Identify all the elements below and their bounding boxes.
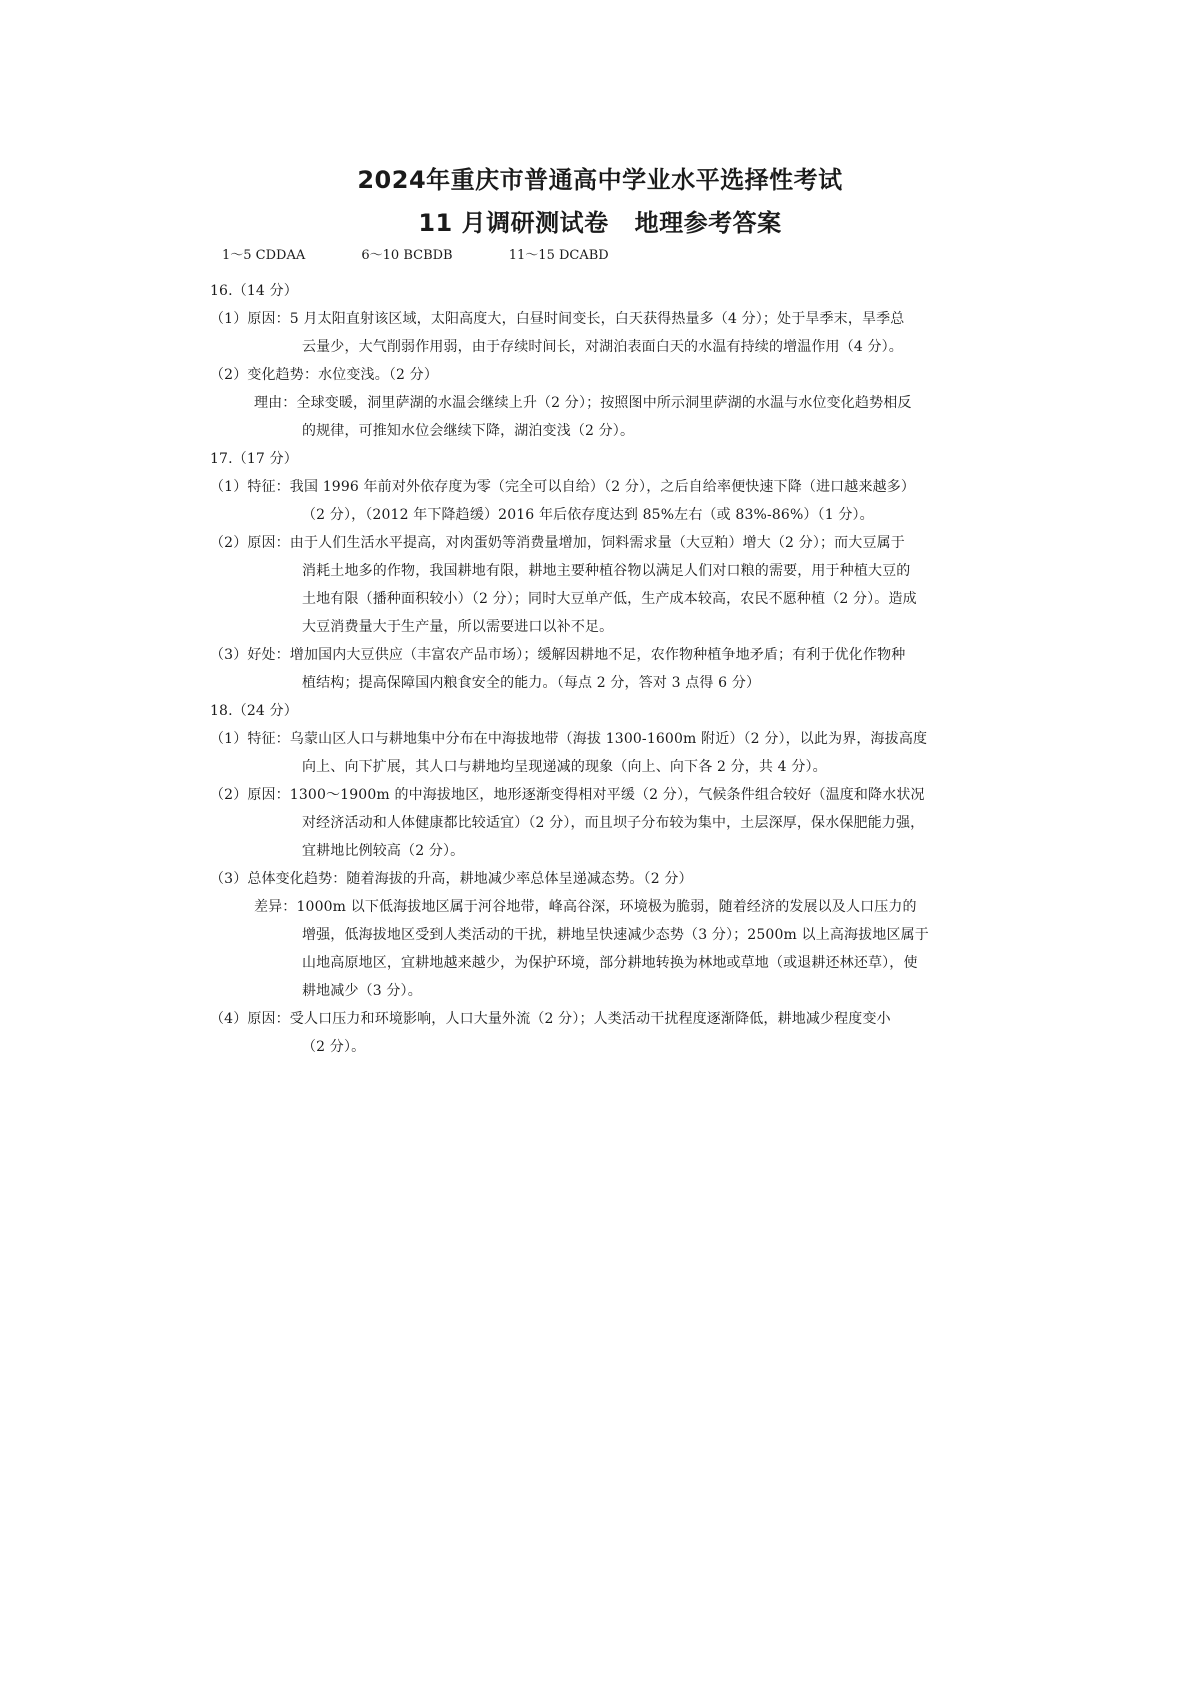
answer-line: （2 分）。 [302,1039,366,1055]
answer-line: 增强，低海拔地区受到人类活动的干扰，耕地呈快速减少态势（3 分）；2500m 以上高海拔地区属于 [302,927,929,943]
answer-line: 云量少，大气削弱作用弱，由于存续时间长，对湖泊表面白天的水温有持续的增温作用（4 分）。 [302,339,903,355]
answer-group-3: 11～15 DCABD [508,248,609,263]
multiple-choice-answers [222,244,661,263]
answer-line: 差异：1000m 以下低海拔地区属于河谷地带，峰高谷深，环境极为脆弱，随着经济的发展以及人口压力的 [254,899,917,915]
answer-line: （3）总体变化趋势：随着海拔的升高，耕地减少率总体呈递减态势。（2 分） [210,871,693,887]
answer-line: （1）特征：乌蒙山区人口与耕地集中分布在中海拔地带（海拔 1300-1600m 附近）（2 分），以此为界，海拔高度 [210,731,928,747]
answer-line: 对经济活动和人体健康都比较适宜）（2 分），而且坝子分布较为集中，土层深厚，保水保肥能力强， [302,815,925,831]
answer-line: 宜耕地比例较高（2 分）。 [302,843,465,859]
answer-line: （1）特征：我国 1996 年前对外依存度为零（完全可以自给）（2 分），之后自给率便快速下降（进口越来越多） [210,479,916,495]
answer-line: 向上、向下扩展，其人口与耕地均呈现递减的现象（向上、向下各 2 分，共 4 分）。 [302,759,827,775]
answer-line: 理由：全球变暖，洞里萨湖的水温会继续上升（2 分）；按照图中所示洞里萨湖的水温与水位变化趋势相反 [254,395,912,411]
answer-line: （4）原因：受人口压力和环境影响，人口大量外流（2 分）；人类活动干扰程度逐渐降低，耕地减少程度变小 [210,1011,891,1027]
answer-line: （2）原因：由于人们生活水平提高，对肉蛋奶等消费量增加，饲料需求量（大豆粕）增大（2 分）；而大豆属于 [210,535,905,551]
answer-group-1: 1～5 CDDAA [222,248,306,263]
question-16-heading: 16.（14 分） [210,283,298,299]
answer-line: 耕地减少（3 分）。 [302,983,422,999]
answer-line: （1）原因：5 月太阳直射该区域，太阳高度大，白昼时间变长，白天获得热量多（4 分）；处于旱季末，旱季总 [210,311,905,327]
answer-line: （2 分），（2012 年下降趋缓）2016 年后依存度达到 85%左右（或 83%-86%）（1 分）。 [302,507,874,523]
document-title-line2 [0,203,1200,238]
document-title-line2-right: 地理参考答案 [634,209,782,237]
answer-line: 植结构；提高保障国内粮食安全的能力。（每点 2 分，答对 3 点得 6 分） [302,675,761,691]
answer-line: 山地高原地区，宜耕地越来越少，为保护环境，部分耕地转换为林地或草地（或退耕还林还草），使 [302,955,918,971]
answer-group-2: 6～10 BCBDB [361,248,453,263]
answer-line: （2）原因：1300～1900m 的中海拔地区，地形逐渐变得相对平缓（2 分），气候条件组合较好（温度和降水状况 [210,787,925,803]
answer-line: 消耗土地多的作物，我国耕地有限，耕地主要种植谷物以满足人们对口粮的需要，用于种植大豆的 [302,563,911,579]
question-17-heading: 17.（17 分） [210,451,298,467]
answer-line: 大豆消费量大于生产量，所以需要进口以补不足。 [302,619,614,635]
answer-line: 土地有限（播种面积较小）（2 分）；同时大豆单产低，生产成本较高，农民不愿种植（2 分）。造成 [302,591,917,607]
document-title-line1: 2024年重庆市普通高中学业水平选择性考试 [357,166,843,194]
document-title-line2-left: 11 月调研测试卷 [418,209,609,237]
answer-line: 的规律，可推知水位会继续下降，湖泊变浅（2 分）。 [302,423,635,439]
question-18-heading: 18.（24 分） [210,703,298,719]
answer-content [210,277,1010,1061]
answer-line: （2）变化趋势：水位变浅。（2 分） [210,367,438,383]
answer-line: （3）好处：增加国内大豆供应（丰富农产品市场）；缓解因耕地不足，农作物种植争地矛盾；有利于优化作物种 [210,647,906,663]
